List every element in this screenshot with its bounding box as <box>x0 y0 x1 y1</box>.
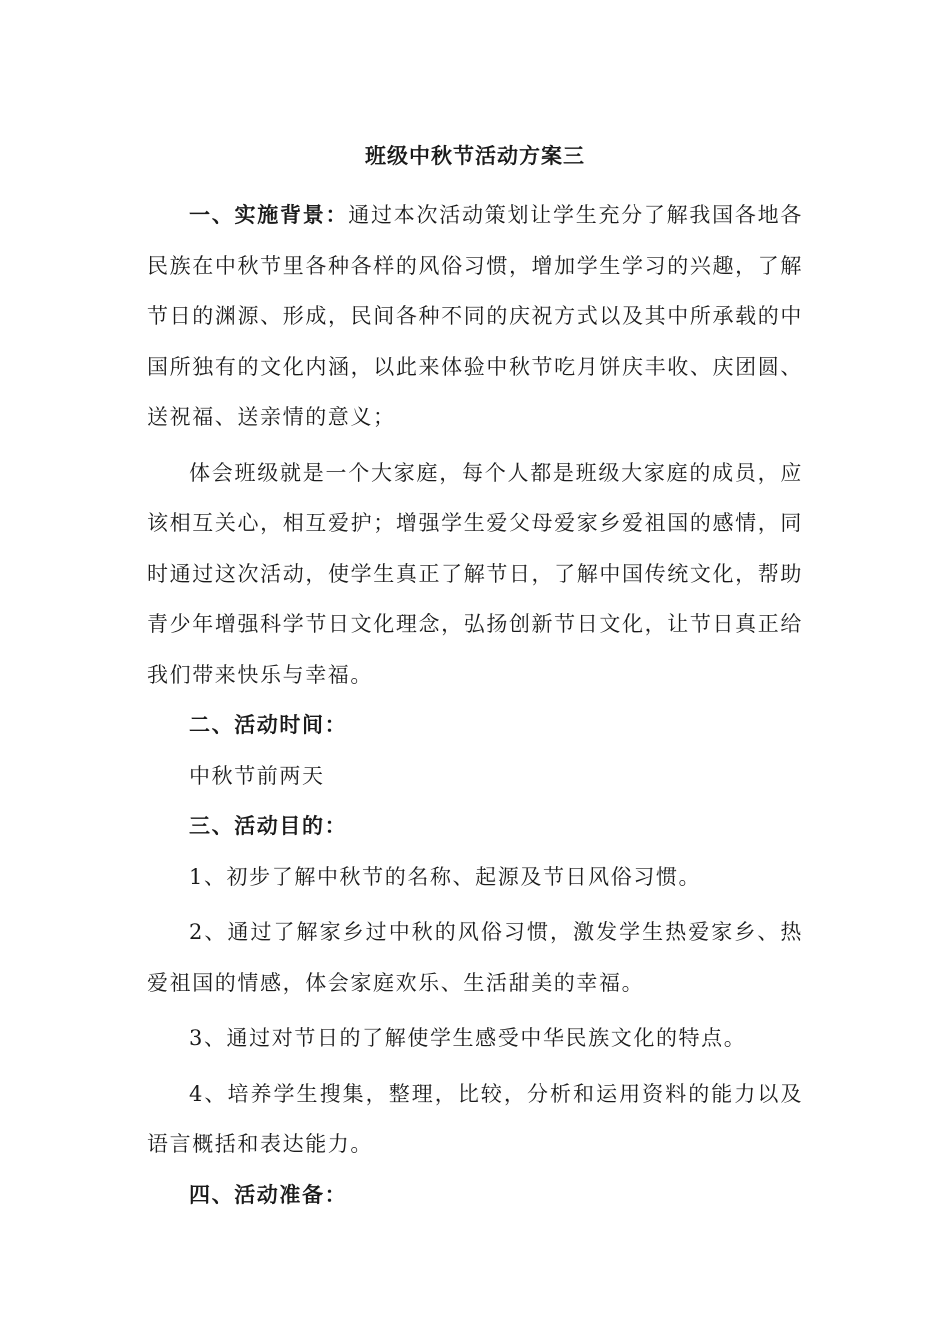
goal-item-3: 3、通过对节日的了解使学生感受中华民族文化的特点。 <box>189 1026 747 1050</box>
document-page <box>147 140 803 1220</box>
time-text: 中秋节前两天 <box>189 763 325 788</box>
background-paragraph <box>147 190 803 443</box>
document-title: 班级中秋节活动方案三 <box>365 143 585 168</box>
goal-item-2: 2、通过了解家乡过中秋的风俗习惯，激发学生热爱家乡、热爱祖国的情感，体会家庭欢乐、生活甜美的幸福。 <box>147 920 803 995</box>
background-text: 通过本次活动策划让学生充分了解我国各地各民族在中秋节里各种各样的风俗习惯，增加学生学习的兴趣，了解节日的渊源、形成，民间各种不同的庆祝方式以及其中所承载的中国所独有的文化内涵，以此来体验中秋节吃月饼庆丰收、庆团圆、送祝福、送亲情的意义； <box>147 203 804 429</box>
section-heading-goals: 三、活动目的： <box>189 813 348 838</box>
goal-item-1: 1、初步了解中秋节的名称、起源及节日风俗习惯。 <box>189 864 702 889</box>
section-heading-time: 二、活动时间： <box>189 712 348 737</box>
section-heading-prep: 四、活动准备： <box>189 1181 348 1207</box>
goal-item-4: 4、培养学生搜集，整理，比较，分析和运用资料的能力以及语言概括和表达能力。 <box>147 1081 803 1156</box>
background-label: 一、实施背景： <box>189 202 349 227</box>
paragraph-family: 体会班级就是一个大家庭，每个人都是班级大家庭的成员，应该相互关心，相互爱护；增强学生爱父母爱家乡爱祖国的感情，同时通过这次活动，使学生真正了解节日，了解中国传统文化，帮助青少年增强科学节日文化理念，弘扬创新节日文化，让节日真正给我们带来快乐与幸福。 <box>147 460 803 687</box>
